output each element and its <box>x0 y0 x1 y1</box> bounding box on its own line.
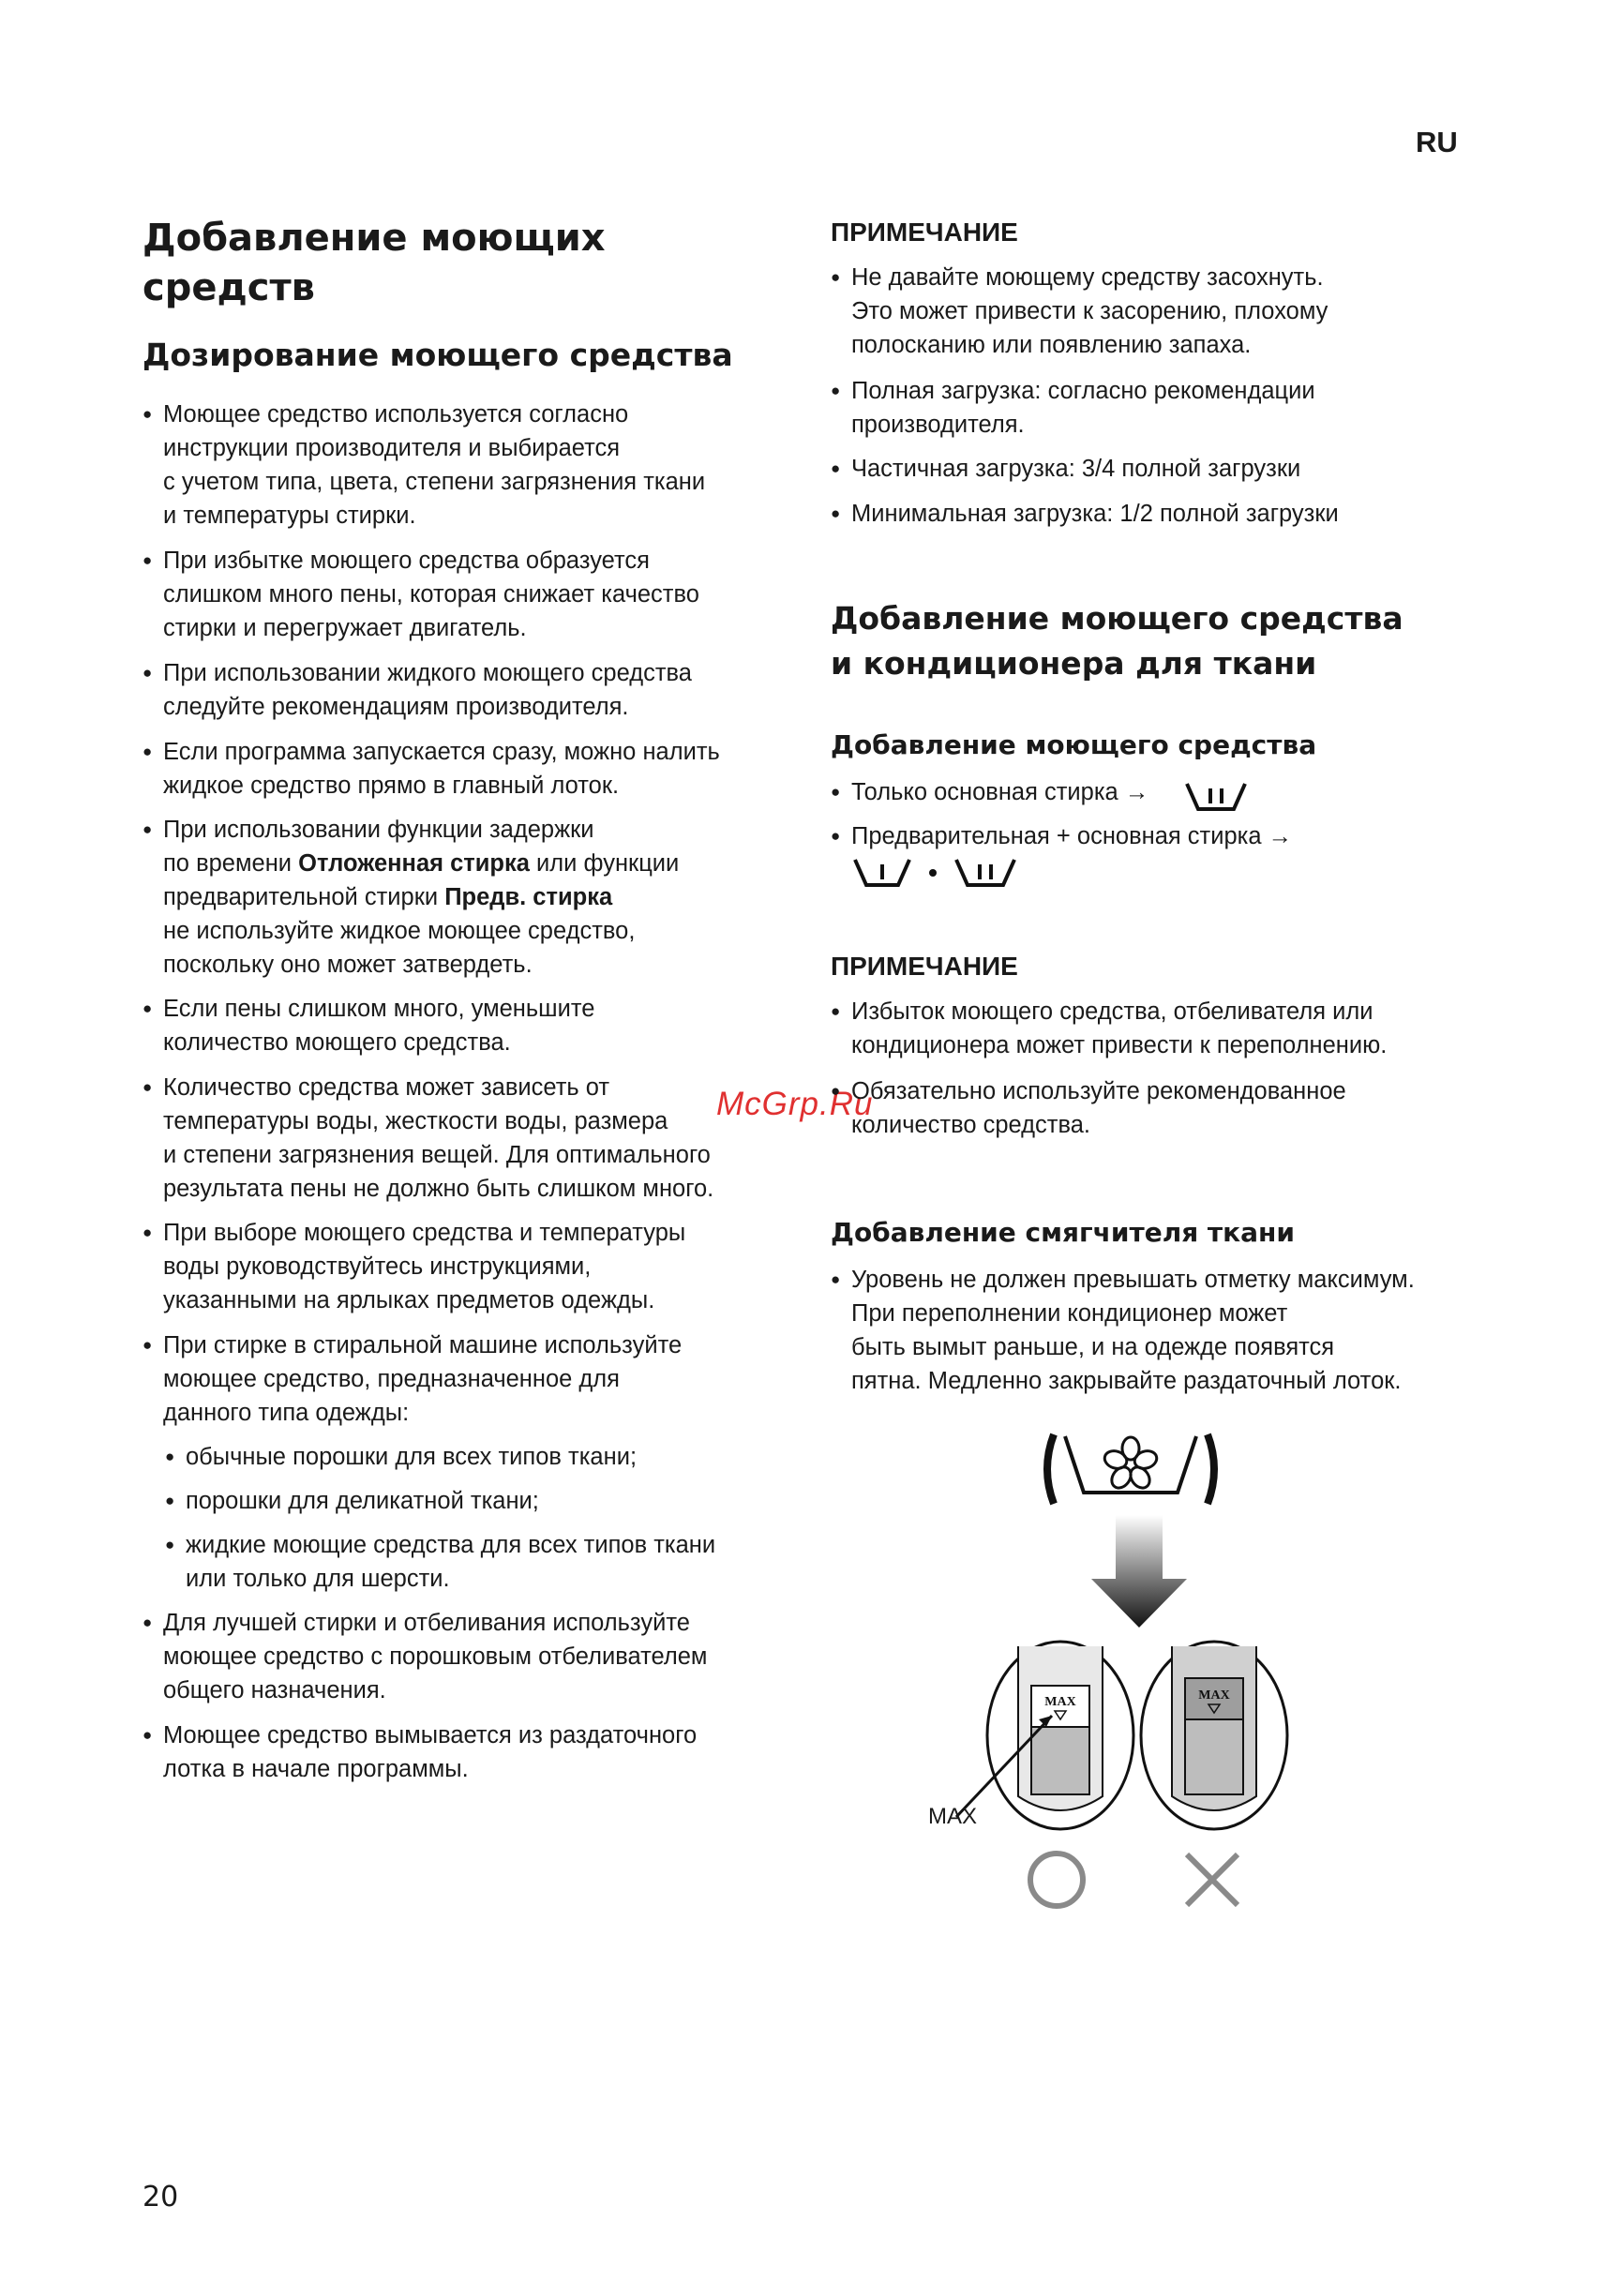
bullet-prewash-main-wash: ● Предварительная + основная стирка → <box>831 819 1487 891</box>
softener-compartment-icon <box>1037 1427 1224 1511</box>
max-tag-right: MAX <box>1198 1688 1230 1703</box>
bullet-delay-function: ● При использовании функции задержки по времени Отложенная стирка или функции предварительной стирки Предв. стирка не используйте жидкое моющее средство, поскольку оно может затвердеть. <box>143 813 799 982</box>
prewash-compartment-icon <box>851 857 913 889</box>
dot-separator-icon <box>926 866 939 879</box>
note-bullet-min-load: ● Минимальная загрузка: 1/2 полной загрузки <box>831 497 1487 531</box>
main-wash-compartment-icon <box>953 857 1018 889</box>
overfilled-level-illustration <box>1134 1637 1294 1834</box>
bullet-bleach: ● Для лучшей стирки и отбеливания используйте моющее средство с порошковым отбеливателем общего назначения. <box>143 1606 799 1707</box>
sub-bullet-regular-powder: ● обычные порошки для всех типов ткани; <box>165 1440 803 1474</box>
bullet-liquid-detergent: ● При использовании жидкого моющего средства следуйте рекомендациям производителя. <box>143 656 799 724</box>
max-tag-left: MAX <box>1044 1695 1076 1709</box>
bullet-amount-depends: ● Количество средства может зависеть от температуры воды, жесткости воды, размера и степени загрязнения вещей. Для оптимального результата пены не должно быть слишком много. <box>143 1071 799 1206</box>
watermark: McGrp.Ru <box>716 1086 874 1122</box>
note-bullet-dry: ● Не давайте моющему средству засохнуть. Это может привести к засорению, плохому полосканию или появлению запаха. <box>831 261 1487 362</box>
down-arrow-icon <box>1088 1513 1191 1630</box>
page-number: 20 <box>143 2181 179 2213</box>
page-title: Добавление моющих средств <box>143 217 606 309</box>
sub-bullet-liquid: ● жидкие моющие средства для всех типов ткани или только для шерсти. <box>165 1528 803 1596</box>
bullet-detergent-type: ● При стирке в стиральной машине используйте моющее средство, предназначенное для данного типа одежды: <box>143 1328 799 1430</box>
bullet-dispense-start: ● Моющее средство вымывается из раздаточного лотка в начале программы. <box>143 1718 799 1786</box>
note-bullet-recommended-amount: ● Обязательно используйте рекомендованное количество средства. <box>831 1074 1487 1142</box>
bullet-too-much-foam: ● Если пены слишком много, уменьшите количество моющего средства. <box>143 992 799 1059</box>
note-bullet-partial-load: ● Частичная загрузка: 3/4 полной загрузки <box>831 452 1487 486</box>
max-label: MAX <box>928 1804 978 1829</box>
page-language: RU <box>1416 126 1458 158</box>
fabric-softener-heading: Добавление смягчителя ткани <box>831 1217 1296 1248</box>
adding-detergent-heading: Добавление моющего средства <box>831 729 1317 760</box>
main-wash-compartment-icon <box>1183 781 1249 813</box>
correct-mark-icon <box>1024 1847 1089 1913</box>
sub-bullet-delicate-powder: ● порошки для деликатной ткани; <box>165 1484 803 1518</box>
bullet-dosing-instructions: ● Моющее средство используется согласно инструкции производителя и выбирается с учетом типа, цвета, степени загрязнения ткани и температуры стирки. <box>143 398 799 533</box>
note-bullet-full-load: ● Полная загрузка: согласно рекомендации производителя. <box>831 374 1487 442</box>
note-bullet-overflow: ● Избыток моющего средства, отбеливателя или кондиционера может привести к переполнению. <box>831 995 1487 1062</box>
bullet-excess-foam: ● При избытке моющего средства образуется слишком много пены, которая снижает качество стирки и перегружает двигатель. <box>143 544 799 645</box>
bullet-follow-labels: ● При выборе моющего средства и температуры воды руководствуйтесь инструкциями, указанными на ярлыках предметов одежды. <box>143 1216 799 1317</box>
wrong-mark-icon <box>1179 1847 1245 1913</box>
note-title: ПРИМЕЧАНИЕ <box>831 218 1018 247</box>
bullet-main-wash-only: ● Только основная стирка → <box>831 775 1487 809</box>
dosing-heading: Дозирование моющего средства <box>143 337 733 373</box>
bullet-immediate-start: ● Если программа запускается сразу, можно налить жидкое средство прямо в главный лоток. <box>143 735 799 803</box>
bullet-max-level: ● Уровень не должен превышать отметку максимум. При переполнении кондиционер может быть вымыт раньше, и на одежде появятся пятна. Медленно закрывайте раздаточный лоток. <box>831 1263 1487 1398</box>
section-heading-adding: Добавление моющего средства и кондиционера для ткани <box>831 600 1403 682</box>
note-title-2: ПРИМЕЧАНИЕ <box>831 952 1018 981</box>
compartment-icons-row <box>851 853 1487 891</box>
